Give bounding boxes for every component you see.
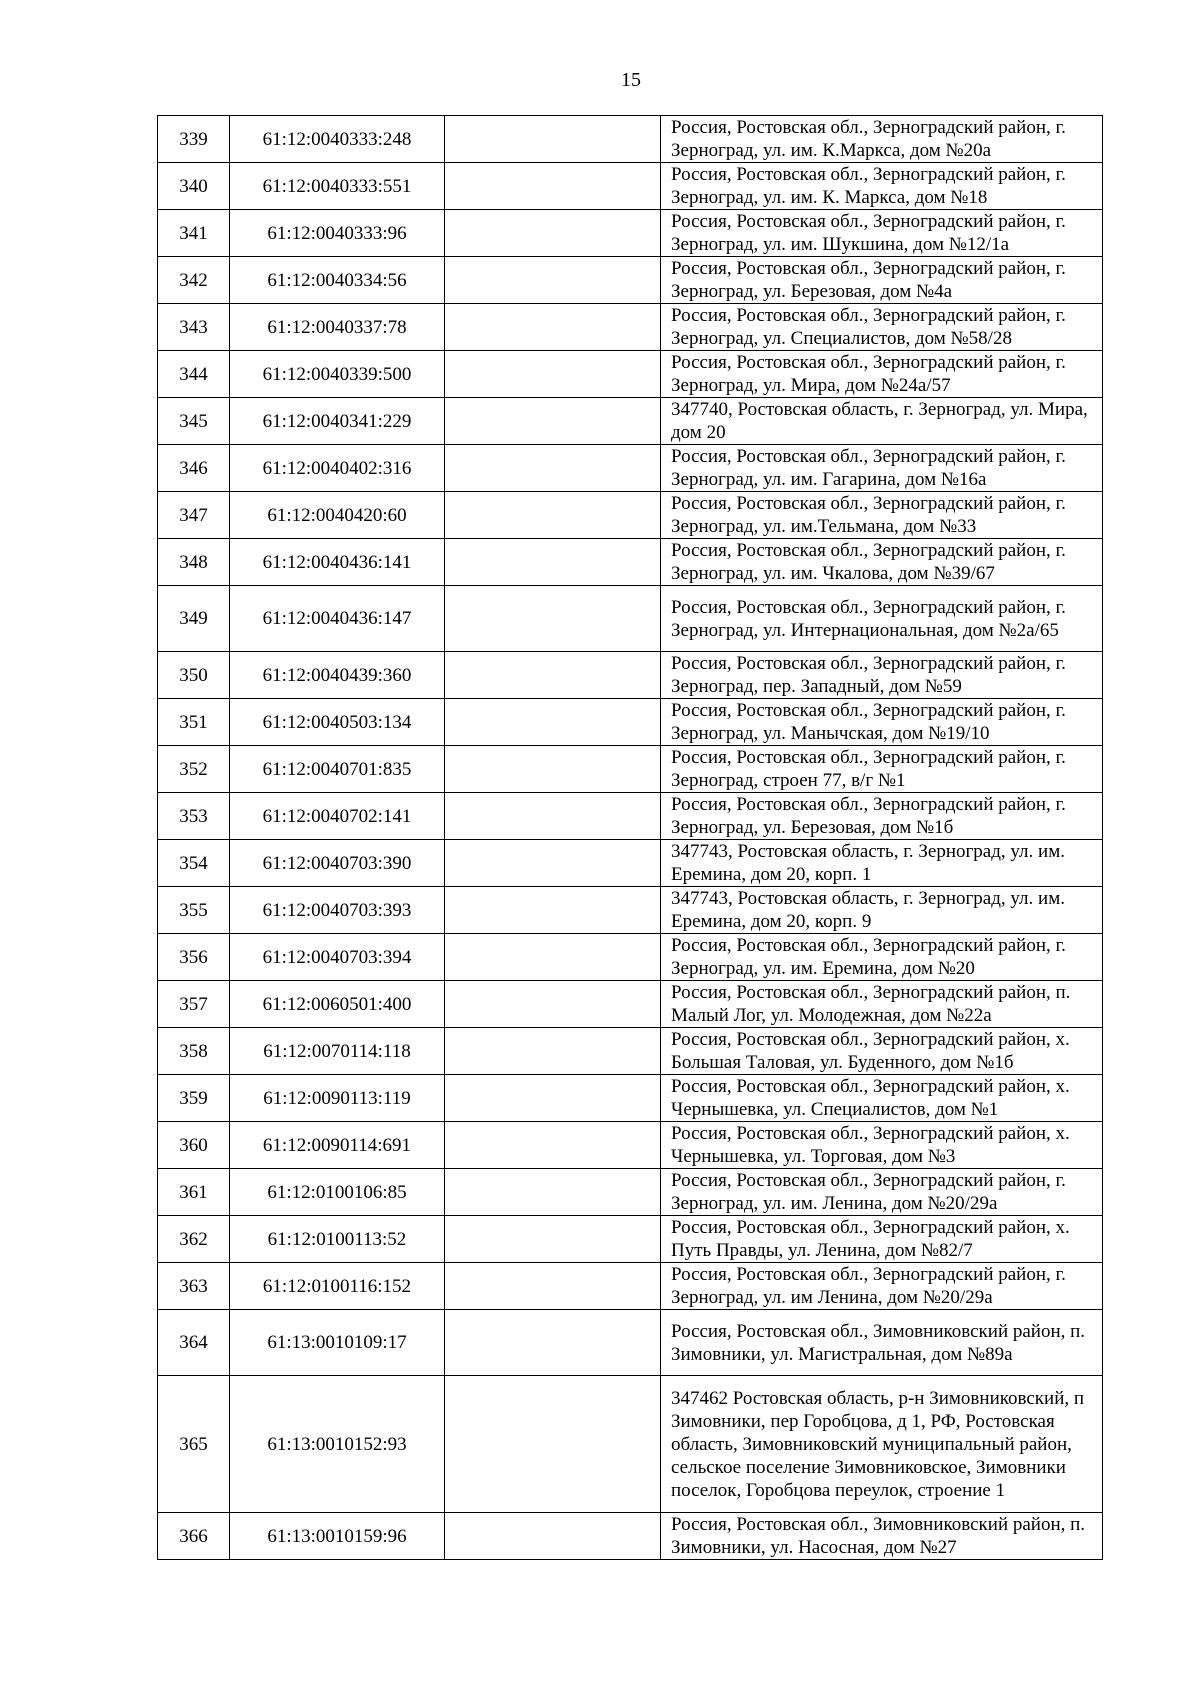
table-row xyxy=(158,652,1103,699)
table-row xyxy=(158,257,1103,304)
cadastral-number-cell: 61:12:0040337:78 xyxy=(230,304,445,351)
cadastral-number-cell: 61:13:0010152:93 xyxy=(230,1376,445,1513)
empty-cell xyxy=(445,445,661,492)
row-number-cell: 344 xyxy=(158,351,230,398)
empty-cell xyxy=(445,887,661,934)
empty-cell xyxy=(445,793,661,840)
empty-cell xyxy=(445,1075,661,1122)
address-cell: 347740, Ростовская область, г. Зерноград, ул. Мира, дом 20 xyxy=(661,398,1103,445)
row-number-cell: 357 xyxy=(158,981,230,1028)
empty-cell xyxy=(445,1028,661,1075)
address-cell: Россия, Ростовская обл., Зерноградский район, г. Зерноград, ул. им.Тельмана, дом №33 xyxy=(661,492,1103,539)
table-row xyxy=(158,840,1103,887)
address-cell: Россия, Ростовская обл., Зерноградский район, г. Зерноград, ул. им. Гагарина, дом №16а xyxy=(661,445,1103,492)
table-row xyxy=(158,351,1103,398)
cadastral-number-cell: 61:12:0040339:500 xyxy=(230,351,445,398)
table-row xyxy=(158,586,1103,652)
table-row xyxy=(158,163,1103,210)
table-row xyxy=(158,1216,1103,1263)
table-row xyxy=(158,1075,1103,1122)
table-row xyxy=(158,1310,1103,1376)
row-number-cell: 355 xyxy=(158,887,230,934)
table-row xyxy=(158,116,1103,163)
page-number: 15 xyxy=(621,69,641,91)
empty-cell xyxy=(445,1122,661,1169)
address-cell: Россия, Ростовская обл., Зерноградский район, г. Зерноград, ул. им. Ленина, дом №20/29а xyxy=(661,1169,1103,1216)
table-row xyxy=(158,699,1103,746)
address-cell: Россия, Ростовская обл., Зерноградский район, г. Зерноград, ул. им Ленина, дом №20/29а xyxy=(661,1263,1103,1310)
empty-cell xyxy=(445,652,661,699)
address-cell: Россия, Ростовская обл., Зерноградский район, г. Зерноград, ул. им. Чкалова, дом №39/67 xyxy=(661,539,1103,586)
row-number-cell: 343 xyxy=(158,304,230,351)
address-cell: Россия, Ростовская обл., Зерноградский район, х. Чернышевка, ул. Торговая, дом №3 xyxy=(661,1122,1103,1169)
row-number-cell: 359 xyxy=(158,1075,230,1122)
address-cell: Россия, Ростовская обл., Зерноградский район, г. Зерноград, пер. Западный, дом №59 xyxy=(661,652,1103,699)
cadastral-number-cell: 61:12:0060501:400 xyxy=(230,981,445,1028)
row-number-cell: 352 xyxy=(158,746,230,793)
row-number-cell: 351 xyxy=(158,699,230,746)
cadastral-number-cell: 61:12:0090113:119 xyxy=(230,1075,445,1122)
cadastral-number-cell: 61:13:0010109:17 xyxy=(230,1310,445,1376)
registry-table-body xyxy=(158,116,1103,1560)
row-number-cell: 349 xyxy=(158,586,230,652)
address-cell: Россия, Ростовская обл., Зимовниковский район, п. Зимовники, ул. Насосная, дом №27 xyxy=(661,1513,1103,1560)
table-row xyxy=(158,746,1103,793)
cadastral-number-cell: 61:12:0040333:96 xyxy=(230,210,445,257)
empty-cell xyxy=(445,257,661,304)
row-number-cell: 350 xyxy=(158,652,230,699)
empty-cell xyxy=(445,699,661,746)
empty-cell xyxy=(445,351,661,398)
row-number-cell: 346 xyxy=(158,445,230,492)
table-row xyxy=(158,445,1103,492)
table-row xyxy=(158,887,1103,934)
cadastral-number-cell: 61:12:0040703:390 xyxy=(230,840,445,887)
table-row xyxy=(158,934,1103,981)
row-number-cell: 354 xyxy=(158,840,230,887)
table-row xyxy=(158,492,1103,539)
empty-cell xyxy=(445,116,661,163)
table-row xyxy=(158,1122,1103,1169)
row-number-cell: 356 xyxy=(158,934,230,981)
table-row xyxy=(158,210,1103,257)
empty-cell xyxy=(445,304,661,351)
empty-cell xyxy=(445,1513,661,1560)
empty-cell xyxy=(445,1310,661,1376)
address-cell: Россия, Ростовская обл., Зерноградский район, п. Малый Лог, ул. Молодежная, дом №22а xyxy=(661,981,1103,1028)
address-cell: Россия, Ростовская обл., Зерноградский район, г. Зерноград, ул. Манычская, дом №19/10 xyxy=(661,699,1103,746)
empty-cell xyxy=(445,1169,661,1216)
address-cell: Россия, Ростовская обл., Зерноградский район, г. Зерноград, строен 77, в/г №1 xyxy=(661,746,1103,793)
table-row xyxy=(158,1376,1103,1513)
row-number-cell: 347 xyxy=(158,492,230,539)
cadastral-number-cell: 61:12:0040341:229 xyxy=(230,398,445,445)
address-cell: Россия, Ростовская обл., Зерноградский район, х. Большая Таловая, ул. Буденного, дом №1б xyxy=(661,1028,1103,1075)
cadastral-number-cell: 61:12:0040436:147 xyxy=(230,586,445,652)
row-number-cell: 358 xyxy=(158,1028,230,1075)
table-row xyxy=(158,398,1103,445)
empty-cell xyxy=(445,398,661,445)
row-number-cell: 361 xyxy=(158,1169,230,1216)
row-number-cell: 348 xyxy=(158,539,230,586)
address-cell: Россия, Ростовская обл., Зимовниковский район, п. Зимовники, ул. Магистральная, дом №89а xyxy=(661,1310,1103,1376)
table-row xyxy=(158,1263,1103,1310)
empty-cell xyxy=(445,1376,661,1513)
empty-cell xyxy=(445,539,661,586)
empty-cell xyxy=(445,1216,661,1263)
cadastral-number-cell: 61:12:0040436:141 xyxy=(230,539,445,586)
cadastral-number-cell: 61:12:0070114:118 xyxy=(230,1028,445,1075)
cadastral-number-cell: 61:12:0040703:393 xyxy=(230,887,445,934)
address-cell: Россия, Ростовская обл., Зерноградский район, г. Зерноград, ул. Березовая, дом №4а xyxy=(661,257,1103,304)
address-cell: 347743, Ростовская область, г. Зерноград, ул. им. Еремина, дом 20, корп. 9 xyxy=(661,887,1103,934)
address-cell: Россия, Ростовская обл., Зерноградский район, г. Зерноград, ул. им. К.Маркса, дом №20а xyxy=(661,116,1103,163)
cadastral-number-cell: 61:12:0040701:835 xyxy=(230,746,445,793)
empty-cell xyxy=(445,840,661,887)
empty-cell xyxy=(445,210,661,257)
address-cell: 347462 Ростовская область, р-н Зимовниковский, п Зимовники, пер Горобцова, д 1, РФ, Ростовская область, Зимовниковский муниципальный район, сельское поселение Зимовниковское, Зимовники поселок, Горобцова переулок, строение 1 xyxy=(661,1376,1103,1513)
cadastral-number-cell: 61:12:0040402:316 xyxy=(230,445,445,492)
address-cell: 347743, Ростовская область, г. Зерноград, ул. им. Еремина, дом 20, корп. 1 xyxy=(661,840,1103,887)
empty-cell xyxy=(445,981,661,1028)
address-cell: Россия, Ростовская обл., Зерноградский район, г. Зерноград, ул. им. Еремина, дом №20 xyxy=(661,934,1103,981)
table-row xyxy=(158,1169,1103,1216)
cadastral-number-cell: 61:12:0040334:56 xyxy=(230,257,445,304)
cadastral-number-cell: 61:12:0100113:52 xyxy=(230,1216,445,1263)
address-cell: Россия, Ростовская обл., Зерноградский район, г. Зерноград, ул. Интернациональная, дом №2а/65 xyxy=(661,586,1103,652)
registry-table xyxy=(157,115,1103,1560)
row-number-cell: 342 xyxy=(158,257,230,304)
row-number-cell: 353 xyxy=(158,793,230,840)
cadastral-number-cell: 61:12:0040333:248 xyxy=(230,116,445,163)
empty-cell xyxy=(445,746,661,793)
table-row xyxy=(158,981,1103,1028)
address-cell: Россия, Ростовская обл., Зерноградский район, г. Зерноград, ул. им. Шукшина, дом №12/1а xyxy=(661,210,1103,257)
cadastral-number-cell: 61:12:0040439:360 xyxy=(230,652,445,699)
cadastral-number-cell: 61:12:0090114:691 xyxy=(230,1122,445,1169)
table-row xyxy=(158,539,1103,586)
cadastral-number-cell: 61:12:0040420:60 xyxy=(230,492,445,539)
table-row xyxy=(158,1028,1103,1075)
address-cell: Россия, Ростовская обл., Зерноградский район, г. Зерноград, ул. Специалистов, дом №58/28 xyxy=(661,304,1103,351)
empty-cell xyxy=(445,586,661,652)
cadastral-number-cell: 61:12:0040703:394 xyxy=(230,934,445,981)
cadastral-number-cell: 61:12:0040333:551 xyxy=(230,163,445,210)
row-number-cell: 345 xyxy=(158,398,230,445)
row-number-cell: 339 xyxy=(158,116,230,163)
row-number-cell: 364 xyxy=(158,1310,230,1376)
cadastral-number-cell: 61:13:0010159:96 xyxy=(230,1513,445,1560)
address-cell: Россия, Ростовская обл., Зерноградский район, г. Зерноград, ул. им. К. Маркса, дом №18 xyxy=(661,163,1103,210)
empty-cell xyxy=(445,163,661,210)
row-number-cell: 341 xyxy=(158,210,230,257)
table-row xyxy=(158,1513,1103,1560)
cadastral-number-cell: 61:12:0040503:134 xyxy=(230,699,445,746)
cadastral-number-cell: 61:12:0100116:152 xyxy=(230,1263,445,1310)
empty-cell xyxy=(445,492,661,539)
address-cell: Россия, Ростовская обл., Зерноградский район, х. Путь Правды, ул. Ленина, дом №82/7 xyxy=(661,1216,1103,1263)
cadastral-number-cell: 61:12:0040702:141 xyxy=(230,793,445,840)
row-number-cell: 365 xyxy=(158,1376,230,1513)
row-number-cell: 340 xyxy=(158,163,230,210)
table-row xyxy=(158,304,1103,351)
address-cell: Россия, Ростовская обл., Зерноградский район, х. Чернышевка, ул. Специалистов, дом №1 xyxy=(661,1075,1103,1122)
address-cell: Россия, Ростовская обл., Зерноградский район, г. Зерноград, ул. Мира, дом №24а/57 xyxy=(661,351,1103,398)
row-number-cell: 362 xyxy=(158,1216,230,1263)
cadastral-number-cell: 61:12:0100106:85 xyxy=(230,1169,445,1216)
table-row xyxy=(158,793,1103,840)
row-number-cell: 360 xyxy=(158,1122,230,1169)
empty-cell xyxy=(445,934,661,981)
row-number-cell: 366 xyxy=(158,1513,230,1560)
empty-cell xyxy=(445,1263,661,1310)
row-number-cell: 363 xyxy=(158,1263,230,1310)
address-cell: Россия, Ростовская обл., Зерноградский район, г. Зерноград, ул. Березовая, дом №1б xyxy=(661,793,1103,840)
